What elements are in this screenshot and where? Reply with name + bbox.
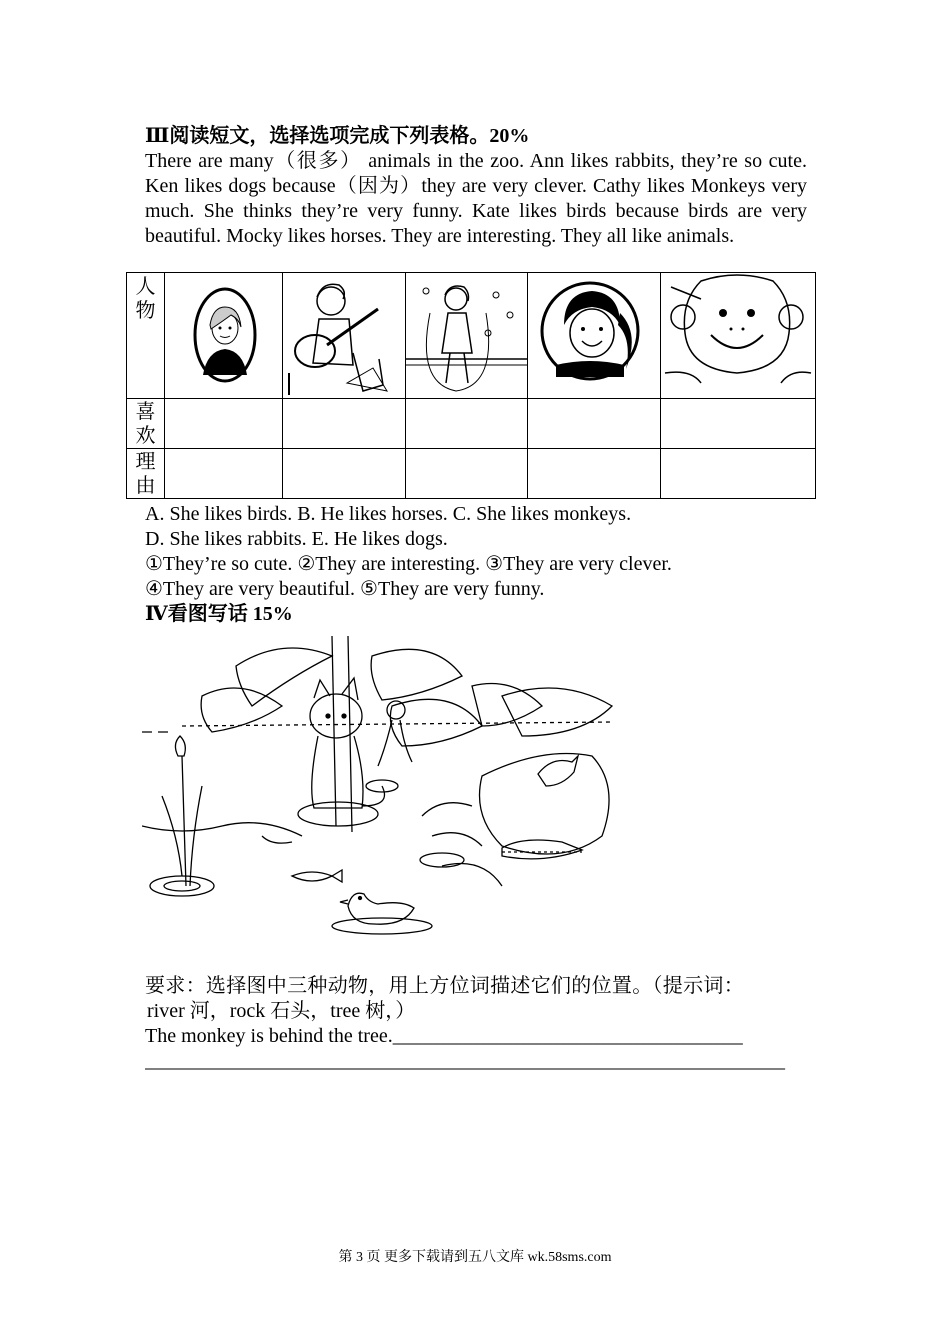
- picture-cell-1: [165, 273, 283, 399]
- picture-cell-4: [528, 273, 661, 399]
- example-sentence-answer-line[interactable]: The monkey is behind the tree.___________________________________: [145, 1025, 743, 1047]
- jungle-scene-picture: [142, 636, 620, 936]
- options-numbers-line-1: ①They’re so cute. ②They are interesting. ③They are very clever.: [145, 553, 672, 575]
- likes-answer-2[interactable]: [283, 399, 406, 449]
- likes-answer-3[interactable]: [406, 399, 528, 449]
- options-letters-line-2: D. She likes rabbits. E. He likes dogs.: [145, 528, 448, 550]
- section4-heading: Ⅳ看图写话 15%: [145, 603, 293, 625]
- reading-passage: There are many（很多） animals in the zoo. Ann likes rabbits, they’re so cute. Ken likes dogs because（因为）they are very clever. Cathy likes Monkeys very much. She thinks they’re very funny. Kate likes birds because birds are very beautiful. Mocky likes horses. They are interesting. They all like animals.: [145, 150, 807, 247]
- row-label-likes: 喜欢: [127, 399, 165, 449]
- answer-table: [126, 272, 816, 499]
- options-letters-line-1: A. She likes birds. B. He likes horses. C. She likes monkeys.: [145, 503, 632, 525]
- likes-answer-5[interactable]: [661, 399, 816, 449]
- answer-blank-line[interactable]: ________________________________________________________________: [145, 1050, 785, 1072]
- girl-skipping-rope-picture: [406, 273, 527, 397]
- reason-answer-3[interactable]: [406, 449, 528, 499]
- picture-cell-5: [661, 273, 816, 399]
- reason-answer-4[interactable]: [528, 449, 661, 499]
- requirement-line-2: river 河，rock 石头，tree 树，）: [147, 1000, 416, 1022]
- monkey-face-picture: [661, 273, 815, 397]
- row-label-people: 人物: [127, 273, 165, 399]
- girl-portrait-picture: [165, 273, 282, 397]
- reason-answer-5[interactable]: [661, 449, 816, 499]
- page-footer: 第 3 页 更多下载请到五八文库 wk.58sms.com: [338, 1250, 612, 1265]
- reason-answer-2[interactable]: [283, 449, 406, 499]
- requirement-line-1: 要求：选择图中三种动物，用上方位词描述它们的位置。（提示词：: [145, 975, 744, 997]
- reason-answer-1[interactable]: [165, 449, 283, 499]
- picture-cell-3: [406, 273, 528, 399]
- row-label-reason: 理由: [127, 449, 165, 499]
- picture-cell-2: [283, 273, 406, 399]
- boy-with-guitar-picture: [283, 273, 405, 397]
- likes-answer-4[interactable]: [528, 399, 661, 449]
- options-numbers-line-2: ④They are very beautiful. ⑤They are very funny.: [145, 578, 545, 600]
- likes-answer-1[interactable]: [165, 399, 283, 449]
- girl-with-ponytail-picture: [528, 273, 660, 397]
- section3-heading: Ⅲ阅读短文，选择选项完成下列表格。20%: [145, 125, 530, 147]
